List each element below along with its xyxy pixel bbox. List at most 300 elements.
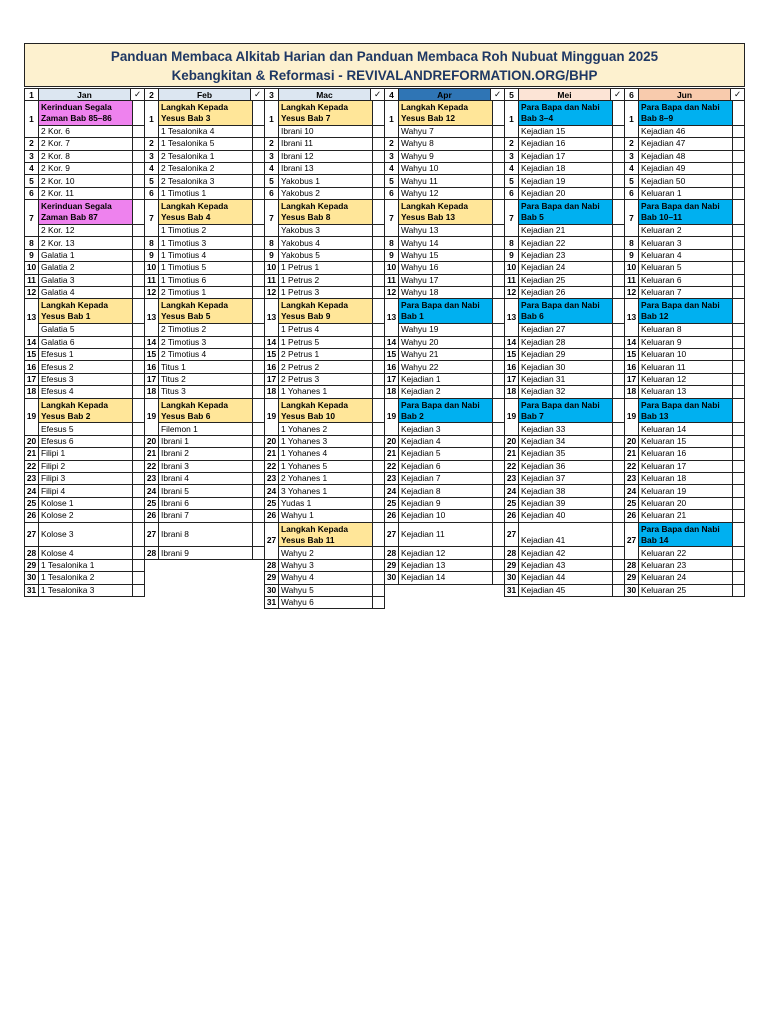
daily-reading: Galatia 2 (38, 261, 133, 274)
reading-checkbox[interactable] (732, 472, 745, 485)
weekly-reading: Para Bapa dan Nabi Bab 13 (638, 398, 733, 424)
daily-reading: Titus 3 (158, 385, 253, 398)
day-number: 31 (504, 584, 519, 597)
daily-reading: Titus 2 (158, 373, 253, 386)
day-number: 29 (624, 571, 639, 584)
day-number: 29 (264, 571, 279, 584)
daily-reading: Keluaran 22 (638, 546, 733, 559)
day-number: 8 (384, 236, 399, 249)
reading-checkbox[interactable] (732, 224, 745, 237)
reading-checkbox[interactable] (732, 509, 745, 522)
day-number: 4 (384, 162, 399, 175)
day-number: 15 (144, 348, 159, 361)
daily-reading: Wahyu 16 (398, 261, 493, 274)
reading-checkbox[interactable] (732, 460, 745, 473)
day-number: 21 (624, 447, 639, 460)
day-number: 26 (264, 509, 279, 522)
weekly-reading: Langkah Kepada Yesus Bab 10 (278, 398, 373, 424)
day-number: 28 (24, 546, 39, 559)
daily-reading: Ibrani 4 (158, 472, 253, 485)
day-number: 23 (504, 472, 519, 485)
day-number: 5 (24, 174, 39, 187)
reading-checkbox[interactable] (732, 150, 745, 163)
day-number: 15 (384, 348, 399, 361)
daily-reading: Yakobus 2 (278, 187, 373, 200)
day-number: 25 (144, 497, 159, 510)
day-number: 14 (624, 336, 639, 349)
day-number: 7 (384, 199, 399, 237)
reading-checkbox[interactable] (732, 559, 745, 572)
day-number: 23 (144, 472, 159, 485)
daily-reading: Wahyu 8 (398, 137, 493, 150)
daily-reading: Ibrani 7 (158, 509, 253, 522)
reading-checkbox[interactable] (132, 584, 145, 597)
daily-reading: Kejadian 50 (638, 174, 733, 187)
day-number: 18 (144, 385, 159, 398)
day-number: 12 (624, 286, 639, 299)
daily-reading: Kejadian 36 (518, 460, 613, 473)
daily-reading: Kejadian 19 (518, 174, 613, 187)
day-number: 30 (624, 584, 639, 597)
daily-reading: Kejadian 34 (518, 435, 613, 448)
reading-checkbox[interactable] (732, 348, 745, 361)
reading-checkbox[interactable] (732, 435, 745, 448)
day-number: 1 (144, 100, 159, 138)
daily-reading: Keluaran 8 (638, 323, 733, 336)
daily-reading: Yakobus 4 (278, 236, 373, 249)
daily-reading: Ibrani 5 (158, 484, 253, 497)
day-number: 16 (24, 360, 39, 373)
day-number: 25 (24, 497, 39, 510)
daily-reading: Keluaran 21 (638, 509, 733, 522)
weekly-reading: Para Bapa dan Nabi Bab 14 (638, 522, 733, 548)
day-number: 6 (24, 187, 39, 200)
day-number: 19 (384, 398, 399, 436)
day-number: 19 (264, 398, 279, 436)
reading-checkbox[interactable] (732, 236, 745, 249)
reading-checkbox[interactable] (732, 249, 745, 262)
day-number: 13 (264, 298, 279, 336)
day-number: 29 (384, 559, 399, 572)
day-number: 6 (144, 187, 159, 200)
daily-reading: Kolose 4 (38, 546, 133, 559)
reading-checkbox[interactable] (732, 261, 745, 274)
day-number: 24 (24, 484, 39, 497)
daily-reading: Titus 1 (158, 360, 253, 373)
day-number: 19 (504, 398, 519, 436)
reading-checkbox[interactable] (732, 422, 745, 435)
reading-checkbox[interactable] (732, 274, 745, 287)
daily-reading: Kejadian 32 (518, 385, 613, 398)
day-number: 13 (384, 298, 399, 336)
day-number: 23 (264, 472, 279, 485)
daily-reading: Keluaran 5 (638, 261, 733, 274)
daily-reading: Filipi 4 (38, 484, 133, 497)
day-number: 28 (264, 559, 279, 572)
month-name: Feb (159, 89, 251, 100)
daily-reading: 2 Tesalonika 3 (158, 174, 253, 187)
day-number: 26 (504, 509, 519, 522)
day-number: 14 (264, 336, 279, 349)
reading-checkbox[interactable] (732, 584, 745, 597)
reading-checkbox[interactable] (732, 447, 745, 460)
reading-checkbox[interactable] (732, 199, 745, 225)
day-number: 3 (144, 150, 159, 163)
daily-reading: Keluaran 12 (638, 373, 733, 386)
day-number: 9 (384, 249, 399, 262)
daily-reading: 2 Timotius 2 (158, 323, 253, 336)
day-number: 27 (144, 522, 159, 548)
daily-reading: Kejadian 25 (518, 274, 613, 287)
daily-reading: Kejadian 15 (518, 125, 613, 138)
daily-reading: 1 Yohanes 5 (278, 460, 373, 473)
reading-checkbox[interactable] (732, 546, 745, 559)
day-number: 25 (624, 497, 639, 510)
reading-checkbox[interactable] (732, 125, 745, 138)
reading-checkbox[interactable] (732, 100, 745, 126)
daily-reading: Wahyu 10 (398, 162, 493, 175)
daily-reading: Kejadian 40 (518, 509, 613, 522)
day-number: 13 (144, 298, 159, 336)
daily-reading: Kejadian 33 (518, 422, 613, 435)
reading-checkbox[interactable] (732, 522, 745, 548)
daily-reading: Keluaran 17 (638, 460, 733, 473)
daily-reading: Kejadian 4 (398, 435, 493, 448)
daily-reading: Keluaran 16 (638, 447, 733, 460)
month-name: Mac (279, 89, 371, 100)
reading-checkbox[interactable] (132, 571, 145, 584)
daily-reading: 1 Timotius 2 (158, 224, 253, 237)
daily-reading: 2 Petrus 1 (278, 348, 373, 361)
weekly-reading: Langkah Kepada Yesus Bab 4 (158, 199, 253, 225)
day-number: 27 (504, 522, 519, 548)
daily-reading: Keluaran 11 (638, 360, 733, 373)
daily-reading: Kejadian 20 (518, 187, 613, 200)
daily-reading: Kejadian 43 (518, 559, 613, 572)
daily-reading: Filemon 1 (158, 422, 253, 435)
daily-reading: Ibrani 1 (158, 435, 253, 448)
month-number: 4 (385, 89, 399, 100)
daily-reading: Keluaran 7 (638, 286, 733, 299)
day-number: 23 (384, 472, 399, 485)
daily-reading: Efesus 1 (38, 348, 133, 361)
day-number: 15 (264, 348, 279, 361)
weekly-reading: Langkah Kepada Yesus Bab 3 (158, 100, 253, 126)
daily-reading: Kejadian 9 (398, 497, 493, 510)
daily-reading: Kejadian 46 (638, 125, 733, 138)
day-number: 7 (264, 199, 279, 237)
day-number: 8 (624, 236, 639, 249)
weekly-reading: Langkah Kepada Yesus Bab 9 (278, 298, 373, 324)
reading-checkbox[interactable] (732, 497, 745, 510)
month-name: Jun (639, 89, 731, 100)
day-number: 17 (144, 373, 159, 386)
day-number: 27 (264, 522, 279, 560)
day-number: 27 (384, 522, 399, 548)
day-number: 4 (24, 162, 39, 175)
daily-reading: Keluaran 24 (638, 571, 733, 584)
reading-checkbox[interactable] (732, 398, 745, 424)
reading-checkbox[interactable] (732, 286, 745, 299)
daily-reading: Keluaran 13 (638, 385, 733, 398)
reading-checkbox[interactable] (732, 187, 745, 200)
daily-reading: Kejadian 42 (518, 546, 613, 559)
day-number: 20 (24, 435, 39, 448)
day-number: 10 (144, 261, 159, 274)
daily-reading: Kejadian 41 (518, 522, 613, 548)
daily-reading: Kejadian 29 (518, 348, 613, 361)
daily-reading: 2 Timotius 4 (158, 348, 253, 361)
day-number: 3 (624, 150, 639, 163)
daily-reading: 2 Kor. 7 (38, 137, 133, 150)
daily-reading: Wahyu 15 (398, 249, 493, 262)
day-number: 24 (264, 484, 279, 497)
reading-checkbox[interactable] (372, 596, 385, 609)
daily-reading: Kejadian 7 (398, 472, 493, 485)
day-number: 5 (264, 174, 279, 187)
day-number: 22 (264, 460, 279, 473)
day-number: 16 (144, 360, 159, 373)
day-number: 21 (264, 447, 279, 460)
month-number: 3 (265, 89, 279, 100)
day-number: 1 (504, 100, 519, 138)
daily-reading: Yakobus 3 (278, 224, 373, 237)
day-number: 13 (24, 298, 39, 336)
daily-reading: Yakobus 1 (278, 174, 373, 187)
daily-reading: Kejadian 49 (638, 162, 733, 175)
day-number: 21 (384, 447, 399, 460)
daily-reading: Efesus 2 (38, 360, 133, 373)
daily-reading: Kejadian 6 (398, 460, 493, 473)
daily-reading: Keluaran 4 (638, 249, 733, 262)
day-number: 7 (624, 199, 639, 237)
reading-checkbox[interactable] (732, 174, 745, 187)
day-number: 10 (624, 261, 639, 274)
daily-reading: Kejadian 18 (518, 162, 613, 175)
reading-checkbox[interactable] (732, 373, 745, 386)
daily-reading: Kejadian 24 (518, 261, 613, 274)
day-number: 28 (504, 546, 519, 559)
day-number: 20 (384, 435, 399, 448)
daily-reading: 2 Kor. 6 (38, 125, 133, 138)
day-number: 9 (264, 249, 279, 262)
daily-reading: Kolose 2 (38, 509, 133, 522)
daily-reading: 1 Yohanes 2 (278, 422, 373, 435)
daily-reading: Wahyu 18 (398, 286, 493, 299)
day-number: 3 (24, 150, 39, 163)
daily-reading: 1 Timotius 5 (158, 261, 253, 274)
daily-reading: 1 Timotius 6 (158, 274, 253, 287)
month-name: Mei (519, 89, 611, 100)
daily-reading: Kejadian 26 (518, 286, 613, 299)
daily-reading: Wahyu 1 (278, 509, 373, 522)
day-number: 20 (264, 435, 279, 448)
day-number: 5 (624, 174, 639, 187)
weekly-reading: Kerinduan Segala Zaman Bab 85–86 (38, 100, 133, 126)
reading-checkbox[interactable] (732, 336, 745, 349)
day-number: 22 (624, 460, 639, 473)
day-number: 16 (504, 360, 519, 373)
daily-reading: Kejadian 13 (398, 559, 493, 572)
day-number: 11 (24, 274, 39, 287)
daily-reading: Kolose 3 (38, 522, 133, 548)
daily-reading: 1 Petrus 3 (278, 286, 373, 299)
weekly-reading: Para Bapa dan Nabi Bab 1 (398, 298, 493, 324)
reading-checkbox[interactable] (732, 298, 745, 324)
daily-reading: Wahyu 2 (278, 546, 373, 559)
day-number: 4 (144, 162, 159, 175)
daily-reading: Kejadian 10 (398, 509, 493, 522)
day-number: 12 (264, 286, 279, 299)
check-header-icon: ✓ (253, 89, 262, 99)
weekly-reading: Kerinduan Segala Zaman Bab 87 (38, 199, 133, 225)
daily-reading: Kejadian 35 (518, 447, 613, 460)
day-number: 21 (24, 447, 39, 460)
daily-reading: Galatia 5 (38, 323, 133, 336)
daily-reading: Wahyu 5 (278, 584, 373, 597)
day-number: 3 (504, 150, 519, 163)
day-number: 16 (384, 360, 399, 373)
day-number: 2 (504, 137, 519, 150)
daily-reading: 1 Petrus 2 (278, 274, 373, 287)
day-number: 28 (144, 546, 159, 559)
day-number: 21 (144, 447, 159, 460)
reading-checkbox[interactable] (732, 360, 745, 373)
daily-reading: Kejadian 28 (518, 336, 613, 349)
reading-checkbox[interactable] (732, 385, 745, 398)
day-number: 17 (24, 373, 39, 386)
weekly-reading: Para Bapa dan Nabi Bab 10–11 (638, 199, 733, 225)
day-number: 7 (504, 199, 519, 237)
daily-reading: Kejadian 47 (638, 137, 733, 150)
daily-reading: Wahyu 17 (398, 274, 493, 287)
daily-reading: Keluaran 18 (638, 472, 733, 485)
day-number: 22 (24, 460, 39, 473)
daily-reading: Keluaran 19 (638, 484, 733, 497)
daily-reading: 1 Tesalonika 4 (158, 125, 253, 138)
daily-reading: Wahyu 22 (398, 360, 493, 373)
day-number: 25 (504, 497, 519, 510)
daily-reading: Ibrani 3 (158, 460, 253, 473)
daily-reading: 1 Yohanes 3 (278, 435, 373, 448)
daily-reading: 1 Tesalonika 5 (158, 137, 253, 150)
day-number: 17 (504, 373, 519, 386)
day-number: 12 (24, 286, 39, 299)
daily-reading: Galatia 4 (38, 286, 133, 299)
weekly-reading: Langkah Kepada Yesus Bab 11 (278, 522, 373, 548)
daily-reading: Wahyu 20 (398, 336, 493, 349)
daily-reading: Efesus 6 (38, 435, 133, 448)
daily-reading: Kejadian 3 (398, 422, 493, 435)
day-number: 9 (504, 249, 519, 262)
daily-reading: Ibrani 10 (278, 125, 373, 138)
day-number: 1 (264, 100, 279, 138)
day-number: 30 (264, 584, 279, 597)
daily-reading: Kejadian 2 (398, 385, 493, 398)
daily-reading: Keluaran 10 (638, 348, 733, 361)
daily-reading: 2 Kor. 9 (38, 162, 133, 175)
daily-reading: Kejadian 16 (518, 137, 613, 150)
day-number: 3 (264, 150, 279, 163)
daily-reading: Wahyu 13 (398, 224, 493, 237)
daily-reading: Kejadian 48 (638, 150, 733, 163)
day-number: 31 (264, 596, 279, 609)
reading-checkbox[interactable] (732, 484, 745, 497)
daily-reading: 1 Petrus 5 (278, 336, 373, 349)
daily-reading: Kejadian 21 (518, 224, 613, 237)
day-number: 1 (384, 100, 399, 138)
day-number: 24 (624, 484, 639, 497)
day-number: 17 (264, 373, 279, 386)
daily-reading: 2 Petrus 2 (278, 360, 373, 373)
daily-reading: Ibrani 12 (278, 150, 373, 163)
weekly-reading: Para Bapa dan Nabi Bab 6 (518, 298, 613, 324)
weekly-reading: Langkah Kepada Yesus Bab 8 (278, 199, 373, 225)
daily-reading: 1 Tesalonika 1 (38, 559, 133, 572)
daily-reading: Kejadian 27 (518, 323, 613, 336)
day-number: 14 (24, 336, 39, 349)
weekly-reading: Langkah Kepada Yesus Bab 13 (398, 199, 493, 225)
weekly-reading: Langkah Kepada Yesus Bab 12 (398, 100, 493, 126)
day-number: 14 (504, 336, 519, 349)
day-number: 31 (24, 584, 39, 597)
page-subtitle: Kebangkitan & Reformasi - REVIVALANDREFORMATION.ORG/BHP (171, 68, 598, 83)
reading-checkbox[interactable] (732, 323, 745, 336)
daily-reading: Yudas 1 (278, 497, 373, 510)
reading-checkbox[interactable] (372, 584, 385, 597)
daily-reading: 1 Timotius 3 (158, 236, 253, 249)
day-number: 20 (504, 435, 519, 448)
daily-reading: Kejadian 17 (518, 150, 613, 163)
day-number: 18 (24, 385, 39, 398)
daily-reading: Wahyu 7 (398, 125, 493, 138)
day-number: 4 (504, 162, 519, 175)
reading-checkbox[interactable] (732, 162, 745, 175)
day-number: 23 (24, 472, 39, 485)
daily-reading: Keluaran 15 (638, 435, 733, 448)
day-number: 13 (504, 298, 519, 336)
day-number: 15 (504, 348, 519, 361)
daily-reading: Keluaran 1 (638, 187, 733, 200)
daily-reading: Kejadian 22 (518, 236, 613, 249)
weekly-reading: Para Bapa dan Nabi Bab 2 (398, 398, 493, 424)
daily-reading: 1 Timotius 1 (158, 187, 253, 200)
daily-reading: Yakobus 5 (278, 249, 373, 262)
daily-reading: Kejadian 11 (398, 522, 493, 548)
day-number: 9 (624, 249, 639, 262)
daily-reading: Kejadian 37 (518, 472, 613, 485)
month-name: Apr (399, 89, 491, 100)
day-number: 7 (144, 199, 159, 237)
daily-reading: 2 Kor. 11 (38, 187, 133, 200)
reading-checkbox[interactable] (732, 571, 745, 584)
day-number: 8 (504, 236, 519, 249)
daily-reading: Keluaran 23 (638, 559, 733, 572)
day-number: 29 (504, 559, 519, 572)
day-number: 27 (624, 522, 639, 560)
daily-reading: Kejadian 8 (398, 484, 493, 497)
daily-reading: Galatia 6 (38, 336, 133, 349)
day-number: 3 (384, 150, 399, 163)
check-header-icon: ✓ (493, 89, 502, 99)
daily-reading: Filipi 3 (38, 472, 133, 485)
day-number: 22 (384, 460, 399, 473)
reading-checkbox[interactable] (732, 137, 745, 150)
daily-reading: Kejadian 5 (398, 447, 493, 460)
reading-checkbox[interactable] (132, 559, 145, 572)
day-number: 2 (144, 137, 159, 150)
day-number: 30 (384, 571, 399, 584)
